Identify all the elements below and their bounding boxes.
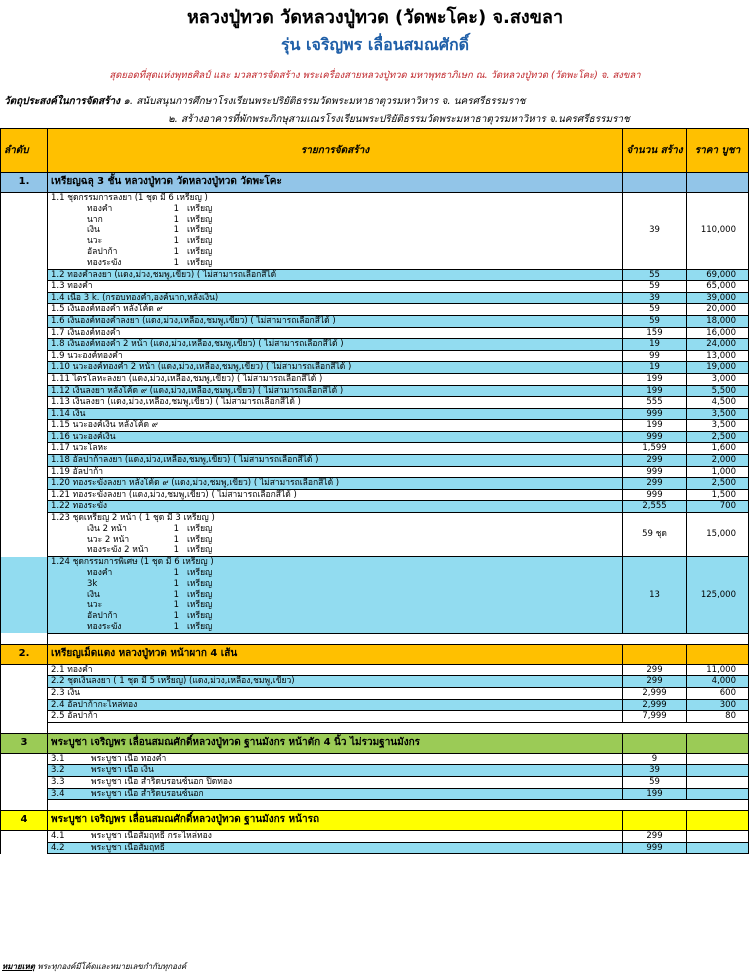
col-header-price: ราคา บูชา: [687, 129, 749, 173]
row-item: 1.14 เงิน: [48, 408, 623, 420]
footnote-label: หมายเหตุ: [2, 962, 35, 971]
section-row: [1, 644, 749, 664]
set-line-name: ทองคำ: [87, 568, 113, 579]
set-line-count: 1: [173, 246, 179, 257]
set-line-unit: เหรียญ: [187, 600, 213, 611]
row-price: 39,000: [687, 292, 749, 304]
row-price: 4,500: [687, 397, 749, 409]
row-number-cell: [1, 513, 48, 557]
row-price: 3,000: [687, 373, 749, 385]
row-item: [48, 788, 623, 800]
set-line-count: 1: [173, 568, 179, 579]
col-header-item: รายการจัดสร้าง: [48, 129, 623, 173]
set-line: [51, 236, 619, 247]
table-body: [1, 173, 749, 854]
row-item: 1.20 ทองระฆังลงยา หลังโค้ด ๙ (แดง,ม่วง,ชมพู,เขียว) ( ไม่สามารถเลือกสีได้ ): [48, 478, 623, 490]
row-price: [687, 831, 749, 843]
footnote: [2, 960, 186, 973]
table-row: [1, 397, 749, 409]
row-qty: 1,599: [623, 443, 687, 455]
row-item: 1.19 อัลปาก้า: [48, 466, 623, 478]
row-item: 1.22 ทองระฆัง: [48, 501, 623, 513]
set-line: [51, 215, 619, 226]
set-line-unit: เหรียญ: [187, 214, 213, 225]
row-item: 1.2 ทองคำลงยา (แดง,ม่วง,ชมพู,เขียว) ( ไม่สามารถเลือกสีได้: [48, 269, 623, 281]
row-item: 1.9 นวะองค์ทองคำ: [48, 350, 623, 362]
set-line-unit: เหรียญ: [187, 611, 213, 622]
row-number: 4.1: [51, 831, 65, 842]
set-line-name: นวะ: [87, 600, 103, 611]
row-price: 300: [687, 699, 749, 711]
set-line-unit: เหรียญ: [187, 622, 213, 633]
row-qty: 59: [623, 776, 687, 788]
row-price: [687, 842, 749, 854]
row-number-cell: [1, 193, 48, 270]
set-line-count: 1: [173, 622, 179, 633]
set-line-count: 1: [173, 534, 179, 545]
set-row: [1, 513, 749, 557]
set-line-count: 1: [173, 589, 179, 600]
set-line: [51, 611, 619, 622]
page-subtitle: รุ่น เจริญพร เลื่อนสมณศักดิ์: [280, 35, 470, 54]
set-line-count: 1: [173, 545, 179, 556]
set-line-name: นวะ: [87, 236, 103, 247]
set-line-unit: เหรียญ: [187, 257, 213, 268]
price-table: [0, 128, 749, 854]
row-item: 1.15 นวะองค์เงิน หลังโค้ด ๙: [48, 420, 623, 432]
page-title: หลวงปู่ทวด วัดหลวงปู่ทวด (วัดพะโคะ) จ.สงขลา: [186, 7, 564, 28]
objective-2: ๒. สร้างอาคารที่พักพระภิกษุสามเณรโรงเรียนพระปริยัติธรรมวัดพระมหาธาตุวรมหาวิหาร จ.นครศรีธรรมราช: [168, 114, 630, 125]
row-item: 2.5 อัลปาก้า: [48, 711, 623, 723]
set-line: [51, 258, 619, 269]
set-line-name: อัลปาก้า: [87, 246, 118, 257]
row-item: 1.7 เงินองค์ทองคำ: [48, 327, 623, 339]
row-item: 1.11 ไตรโลหะลงยา (แดง,ม่วง,เหลือง,ชมพู,เขียว) ( ไม่สามารถเลือกสีได้ ): [48, 373, 623, 385]
set-line: [51, 524, 619, 535]
row-number-cell: [1, 455, 48, 467]
row-item: [48, 842, 623, 854]
table-row: [1, 269, 749, 281]
spacer-cell: [48, 722, 749, 733]
set-line: [51, 600, 619, 611]
row-item: 1.13 เงินลงยา (แดง,ม่วง,เหลือง,ชมพู,เขียว) ( ไม่สามารถเลือกสีได้ ): [48, 397, 623, 409]
spacer-row: [1, 800, 749, 811]
row-qty: 999: [623, 842, 687, 854]
set-line-name: เงิน 2 หน้า: [87, 523, 127, 534]
row-price: 69,000: [687, 269, 749, 281]
set-line: [51, 225, 619, 236]
row-item: 2.2 ชุดเงินลงยา ( 1 ชุด มี 5 เหรียญ) (แดง,ม่วง,เหลือง,ชมพู,เขียว): [48, 676, 623, 688]
row-price: 600: [687, 688, 749, 700]
row-number-cell: [1, 339, 48, 351]
table-row: [1, 788, 749, 800]
row-qty: 39: [623, 765, 687, 777]
row-qty: 299: [623, 664, 687, 676]
set-head: 1.23 ชุดเหรียญ 2 หน้า ( 1 ชุด มี 3 เหรียญ ): [51, 513, 215, 524]
row-price: 18,000: [687, 315, 749, 327]
row-number-cell: [1, 676, 48, 688]
row-item: 1.17 นวะโลหะ: [48, 443, 623, 455]
row-price: 11,000: [687, 664, 749, 676]
set-line: [51, 545, 619, 556]
table-row: [1, 385, 749, 397]
set-line: [51, 204, 619, 215]
set-line-name: ทองระฆัง: [87, 257, 122, 268]
set-line-unit: เหรียญ: [187, 534, 213, 545]
section-qty-cell: [623, 644, 687, 664]
row-number-cell: [1, 664, 48, 676]
row-price: [687, 765, 749, 777]
row-item: [48, 753, 623, 765]
row-price: 19,000: [687, 362, 749, 374]
set-description: [48, 513, 623, 557]
row-qty: 2,999: [623, 688, 687, 700]
row-qty: 299: [623, 478, 687, 490]
table-row: [1, 431, 749, 443]
row-number-cell: [1, 385, 48, 397]
spacer-cell: [1, 722, 48, 733]
table-row: [1, 842, 749, 854]
section-title: พระบูชา เจริญพร เลื่อนสมณศักดิ์หลวงปู่ทวด ฐานมังกร หน้าตัก 4 นิ้ว ไม่รวมฐานมังกร: [48, 733, 623, 753]
row-qty: 199: [623, 385, 687, 397]
set-line: [51, 535, 619, 546]
row-qty: 2,999: [623, 699, 687, 711]
set-description: [48, 557, 623, 634]
row-item-text: พระบูชา เนื้อ ทองคำ: [91, 753, 167, 764]
section-qty-cell: [623, 733, 687, 753]
row-number-cell: [1, 315, 48, 327]
section-price-cell: [687, 811, 749, 831]
set-row: [1, 193, 749, 270]
set-line-unit: เหรียญ: [187, 203, 213, 214]
row-number-cell: [1, 699, 48, 711]
section-price-cell: [687, 173, 749, 193]
section-row: [1, 733, 749, 753]
row-price: 1,600: [687, 443, 749, 455]
section-title: เหรียญฉลุ 3 ชั้น หลวงปู่ทวด วัดหลวงปู่ทวด วัดพะโคะ: [48, 173, 623, 193]
set-qty: 13: [623, 557, 687, 634]
section-price-cell: [687, 733, 749, 753]
tagline: สุดยอดที่สุดแห่งพุทธศิลป์ และ มวลสารจัดสร้าง พระเครื่องสายหลวงปู่ทวด มหาพุทธาภิเษก ณ. วัดหลวงปู่ทวด (วัดพะโคะ) จ. สงขลา: [109, 70, 641, 81]
table-row: [1, 466, 749, 478]
row-qty: 199: [623, 788, 687, 800]
table-row: [1, 362, 749, 374]
set-price: 15,000: [687, 513, 749, 557]
section-price-cell: [687, 644, 749, 664]
row-qty: 19: [623, 362, 687, 374]
section-number: 3: [1, 733, 48, 753]
row-item: 2.4 อัลปาก้ากะไหล่ทอง: [48, 699, 623, 711]
spacer-cell: [48, 633, 749, 644]
table-row: [1, 699, 749, 711]
set-line-name: ทองระฆัง: [87, 622, 122, 633]
table-row: [1, 688, 749, 700]
row-number-cell: [1, 443, 48, 455]
set-line: [51, 590, 619, 601]
set-line-count: 1: [173, 236, 179, 247]
row-qty: 299: [623, 676, 687, 688]
row-item: 1.5 เงินองค์ทองคำ หลังโค้ด ๙: [48, 304, 623, 316]
footnote-text: พระทุกองค์มีโค้ดและหมายเลขกำกับทุกองค์: [37, 962, 187, 971]
row-qty: 159: [623, 327, 687, 339]
row-number-cell: [1, 831, 48, 843]
section-number: 4: [1, 811, 48, 831]
row-qty: 299: [623, 831, 687, 843]
set-line-unit: เหรียญ: [187, 246, 213, 257]
row-qty: 59: [623, 281, 687, 293]
row-item: [48, 776, 623, 788]
row-price: 3,500: [687, 420, 749, 432]
table-row: [1, 831, 749, 843]
spacer-row: [1, 633, 749, 644]
table-row: [1, 478, 749, 490]
col-header-qty: จำนวน สร้าง: [623, 129, 687, 173]
set-line-unit: เหรียญ: [187, 578, 213, 589]
row-item: 1.12 เงินลงยา หลังโค้ด ๙ (แดง,ม่วง,เหลือง,ชมพู,เขียว) ( ไม่สามารถเลือกสีได้ ): [48, 385, 623, 397]
row-number-cell: [1, 478, 48, 490]
row-price: 2,500: [687, 431, 749, 443]
set-line-count: 1: [173, 578, 179, 589]
section-title: เหรียญเม็ดแตง หลวงปู่ทวด หน้าผาก 4 เส้น: [48, 644, 623, 664]
row-item: 2.1 ทองคำ: [48, 664, 623, 676]
set-line-name: เงิน: [87, 225, 100, 236]
row-number-cell: [1, 292, 48, 304]
spacer-cell: [1, 800, 48, 811]
set-line-name: อัลปาก้า: [87, 611, 118, 622]
section-title: พระบูชา เจริญพร เลื่อนสมณศักดิ์หลวงปู่ทวด ฐานมังกร หน้ารถ: [48, 811, 623, 831]
set-head: 1.1 ชุดกรรมการลงยา (1 ชุด มี 6 เหรียญ ): [51, 193, 208, 203]
section-qty-cell: [623, 173, 687, 193]
table-row: [1, 408, 749, 420]
table-row: [1, 664, 749, 676]
row-item: 1.18 อัลปาก้าลงยา (แดง,ม่วง,เหลือง,ชมพู,เขียว) ( ไม่สามารถเลือกสีได้ ): [48, 455, 623, 467]
row-number-cell: [1, 842, 48, 854]
table-row: [1, 292, 749, 304]
row-number-cell: [1, 408, 48, 420]
set-line-name: ทองคำ: [87, 203, 113, 214]
row-price: [687, 776, 749, 788]
set-line: [51, 568, 619, 579]
row-price: 20,000: [687, 304, 749, 316]
objective-1: ๑. สนับสนุนการศึกษาโรงเรียนพระปริยัติธรรมวัดพระมหาธาตุวรมหาวิหาร จ. นครศรีธรรมราช: [123, 96, 526, 107]
row-price: [687, 788, 749, 800]
spacer-cell: [48, 800, 749, 811]
row-price: 2,500: [687, 478, 749, 490]
row-number: 3.1: [51, 753, 65, 764]
section-number: 2.: [1, 644, 48, 664]
set-line-count: 1: [173, 203, 179, 214]
row-qty: 2,555: [623, 501, 687, 513]
set-line: [51, 579, 619, 590]
row-number-cell: [1, 788, 48, 800]
row-item-text: พระบูชา เนื้อ เงิน: [91, 765, 154, 776]
row-item: [48, 831, 623, 843]
table-row: [1, 753, 749, 765]
row-qty: 999: [623, 431, 687, 443]
row-price: [687, 753, 749, 765]
set-qty: 59 ชุด: [623, 513, 687, 557]
row-item: 1.3 ทองคำ: [48, 281, 623, 293]
row-number-cell: [1, 431, 48, 443]
row-qty: 999: [623, 489, 687, 501]
row-item-text: พระบูชา เนื้อสัมฤทธิ์: [91, 842, 165, 853]
set-line-name: 3k: [87, 578, 98, 589]
row-price: 16,000: [687, 327, 749, 339]
row-number-cell: [1, 753, 48, 765]
row-number-cell: [1, 269, 48, 281]
row-price: 13,000: [687, 350, 749, 362]
set-line: [51, 247, 619, 258]
set-line-count: 1: [173, 611, 179, 622]
row-number-cell: [1, 304, 48, 316]
row-qty: 7,999: [623, 711, 687, 723]
row-number-cell: [1, 362, 48, 374]
row-number-cell: [1, 489, 48, 501]
row-item: 2.3 เงิน: [48, 688, 623, 700]
set-line-unit: เหรียญ: [187, 225, 213, 236]
table-row: [1, 304, 749, 316]
row-item: 1.21 ทองระฆังลงยา (แดง,ม่วง,ชมพู,เขียว) ( ไม่สามารถเลือกสีได้ ): [48, 489, 623, 501]
row-qty: 99: [623, 350, 687, 362]
section-qty-cell: [623, 811, 687, 831]
row-item-text: พระบูชา เนื้อ สำริดบรอนซ์นอก ปิดทอง: [91, 776, 233, 787]
set-line-name: นวะ 2 หน้า: [87, 534, 130, 545]
set-line-count: 1: [173, 214, 179, 225]
set-row: [1, 557, 749, 634]
row-price: 24,000: [687, 339, 749, 351]
table-row: [1, 281, 749, 293]
row-price: 5,500: [687, 385, 749, 397]
set-head: 1.24 ชุดกรรมการพิเศษ (1 ชุด มี 6 เหรียญ ): [51, 557, 214, 568]
row-qty: 199: [623, 373, 687, 385]
row-number: 3.2: [51, 765, 65, 776]
spacer-cell: [1, 633, 48, 644]
row-qty: 555: [623, 397, 687, 409]
col-header-no: ลำดับ: [1, 129, 48, 173]
row-item: 1.8 เงินองค์ทองคำ 2 หน้า (แดง,ม่วง,เหลือง,ชมพู,เขียว) ( ไม่สามารถเลือกสีได้ ): [48, 339, 623, 351]
table-row: [1, 420, 749, 432]
row-price: 4,000: [687, 676, 749, 688]
row-item: 1.10 นวะองค์ทองคำ 2 หน้า (แดง,ม่วง,เหลือง,ชมพู,เขียว) ( ไม่สามารถเลือกสีได้ ): [48, 362, 623, 374]
row-qty: 999: [623, 466, 687, 478]
row-qty: 299: [623, 455, 687, 467]
section-number: 1.: [1, 173, 48, 193]
set-line-count: 1: [173, 257, 179, 268]
row-qty: 55: [623, 269, 687, 281]
set-line-name: เงิน: [87, 589, 100, 600]
row-price: 1,000: [687, 466, 749, 478]
row-qty: 19: [623, 339, 687, 351]
row-qty: 999: [623, 408, 687, 420]
row-price: 3,500: [687, 408, 749, 420]
set-line-count: 1: [173, 225, 179, 236]
row-number-cell: [1, 420, 48, 432]
row-item-text: พระบูชา เนื้อสัมฤทธิ์ กระไหล่ทอง: [91, 831, 212, 842]
row-item: 1.16 นวะองค์เงิน: [48, 431, 623, 443]
table-row: [1, 489, 749, 501]
row-number-cell: [1, 350, 48, 362]
set-line-unit: เหรียญ: [187, 589, 213, 600]
row-price: 1,500: [687, 489, 749, 501]
set-line-unit: เหรียญ: [187, 523, 213, 534]
section-row: [1, 811, 749, 831]
table-row: [1, 350, 749, 362]
objective-label: วัตถุประสงค์ในการจัดสร้าง: [4, 96, 121, 107]
row-number: 3.3: [51, 776, 65, 787]
row-item: 1.6 เงินองค์ทองคำลงยา (แดง,ม่วง,เหลือง,ชมพู,เขียว) ( ไม่สามารถเลือกสีได้ ): [48, 315, 623, 327]
row-item: [48, 765, 623, 777]
row-number-cell: [1, 776, 48, 788]
row-item: 1.4 เนื้อ 3 k. (กรอบทองคำ,องค์นาก,หลังเงิน): [48, 292, 623, 304]
row-number: 4.2: [51, 842, 65, 853]
section-row: [1, 173, 749, 193]
row-item-text: พระบูชา เนื้อ สำริดบรอนซ์นอก: [91, 788, 204, 799]
table-row: [1, 765, 749, 777]
set-line-count: 1: [173, 600, 179, 611]
row-number-cell: [1, 466, 48, 478]
table-row: [1, 676, 749, 688]
table-row: [1, 501, 749, 513]
set-line-unit: เหรียญ: [187, 545, 213, 556]
row-price: 2,000: [687, 455, 749, 467]
row-number-cell: [1, 557, 48, 634]
row-qty: 9: [623, 753, 687, 765]
row-number-cell: [1, 397, 48, 409]
row-number-cell: [1, 281, 48, 293]
set-line-unit: เหรียญ: [187, 236, 213, 247]
row-number-cell: [1, 501, 48, 513]
set-line-count: 1: [173, 523, 179, 534]
table-row: [1, 373, 749, 385]
set-price: 110,000: [687, 193, 749, 270]
row-qty: 39: [623, 292, 687, 304]
row-price: 700: [687, 501, 749, 513]
spacer-row: [1, 722, 749, 733]
table-row: [1, 315, 749, 327]
table-row: [1, 327, 749, 339]
set-description: [48, 193, 623, 270]
set-price: 125,000: [687, 557, 749, 634]
set-line-name: ทองระฆัง 2 หน้า: [87, 545, 149, 556]
table-row: [1, 455, 749, 467]
row-qty: 59: [623, 315, 687, 327]
row-number-cell: [1, 711, 48, 723]
set-line-name: นาก: [87, 214, 103, 225]
row-number-cell: [1, 327, 48, 339]
table-row: [1, 443, 749, 455]
row-number: 3.4: [51, 788, 65, 799]
table-row: [1, 776, 749, 788]
table-row: [1, 711, 749, 723]
row-qty: 199: [623, 420, 687, 432]
row-qty: 59: [623, 304, 687, 316]
set-line: [51, 622, 619, 633]
table-header: [1, 129, 749, 173]
objective-line-1: [4, 94, 526, 109]
set-line-unit: เหรียญ: [187, 568, 213, 579]
row-number-cell: [1, 373, 48, 385]
row-number-cell: [1, 765, 48, 777]
row-number-cell: [1, 688, 48, 700]
row-price: 65,000: [687, 281, 749, 293]
row-price: 80: [687, 711, 749, 723]
set-qty: 39: [623, 193, 687, 270]
table-row: [1, 339, 749, 351]
